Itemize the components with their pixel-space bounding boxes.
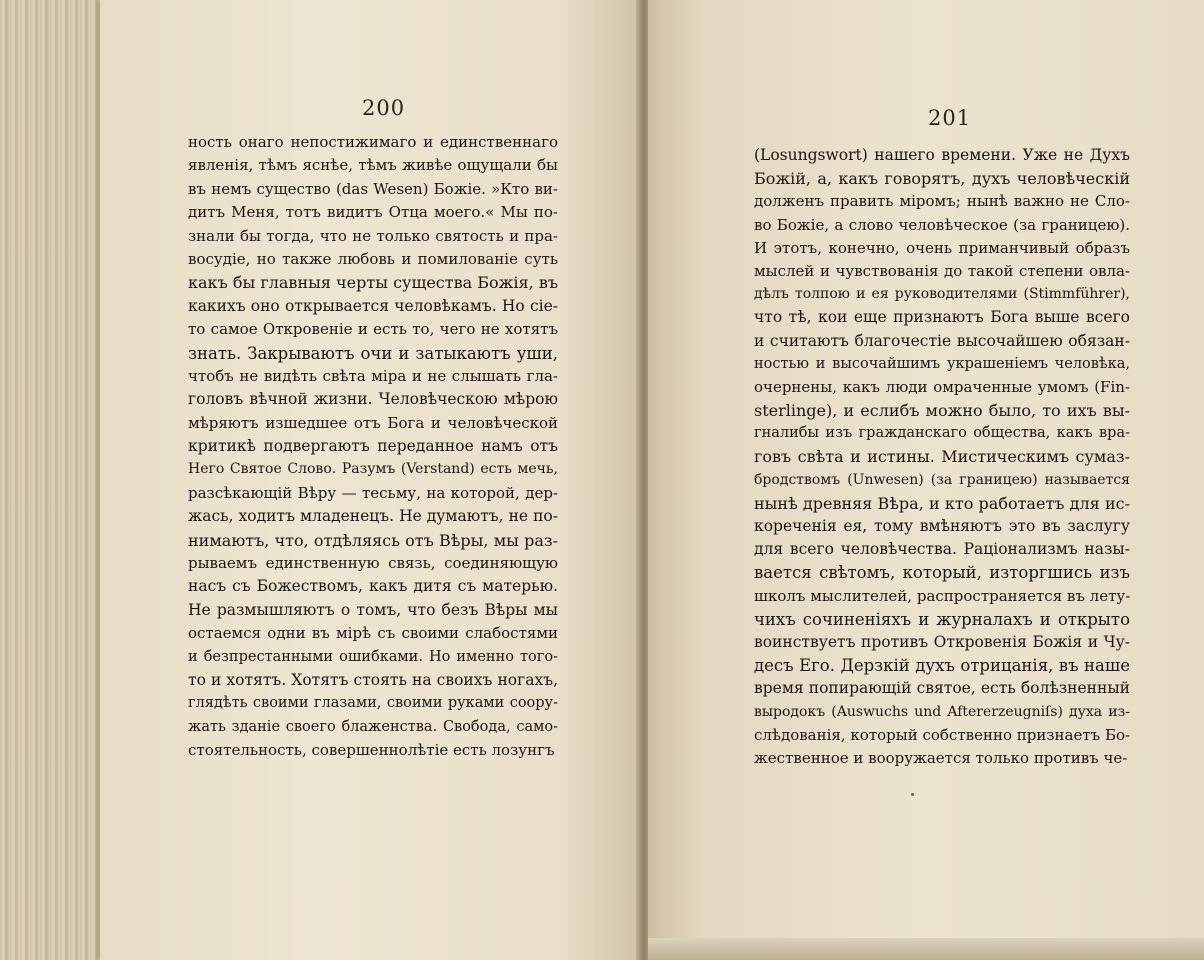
page-number-left: 200	[362, 96, 406, 120]
text-line: выродокъ (Auswuchs und Aftererzeugniſs) духа из-	[754, 703, 1130, 720]
text-line: нимаютъ, что, отдѣляясь отъ Вѣры, мы раз-	[188, 530, 558, 550]
text-line: (Losungswort) нашего времени. Уже не Духъ	[754, 146, 1130, 164]
text-line: нынѣ древняя Вѣра, и кто работаетъ для ис-	[754, 493, 1130, 513]
text-line: ностью и высочайшимъ украшеніемъ человѣка,	[754, 355, 1130, 372]
text-line: мыслей и чувствованія до такой степени овла-	[754, 261, 1130, 280]
text-line: вается свѣтомъ, который, изторгшись изъ	[754, 563, 1130, 583]
text-line: десъ Его. Дерзкій духъ отрицанія, въ наше	[754, 656, 1130, 676]
text-line: жась, ходитъ младенецъ. Не думаютъ, не по-	[188, 507, 558, 526]
text-line: критикѣ подвергаютъ переданное намъ отъ	[188, 437, 558, 456]
text-line: гналибы изъ гражданскаго общества, какъ вра-	[754, 425, 1130, 442]
text-line: въ немъ существо (das Wesen) Божіе. »Кто ви-	[188, 179, 558, 198]
text-line: разсѣкающій Вѣру — тесьму, на которой, дер-	[188, 483, 558, 502]
text-line: глядѣть своими глазами, своими руками соору-	[188, 695, 558, 712]
text-line: дѣлъ толпою и ея руководителями (Stimmführer),	[754, 286, 1130, 303]
text-line: долженъ править міромъ; нынѣ важно не Сло-	[754, 192, 1130, 211]
text-line: Божій, а, какъ говорятъ, духъ человѣческій	[754, 169, 1130, 189]
text-line: И этотъ, конечно, очень приманчивый образъ	[754, 238, 1130, 257]
right-page-text	[754, 144, 1130, 770]
text-line: жественное и вооружается только противъ че-	[754, 748, 1128, 767]
text-line: то и хотятъ. Хотятъ стоять на своихъ ногахъ,	[188, 670, 558, 689]
text-line: насъ съ Божествомъ, какъ дитя съ матерью.	[188, 577, 558, 596]
text-line: и безпрестанными ошибками. Но именно того-	[188, 648, 558, 665]
text-line: очернены, какъ люди омраченные умомъ (Fin-	[754, 377, 1130, 396]
text-line: головъ вѣчной жизни. Человѣческою мѣрою	[188, 390, 558, 409]
text-line: рываемъ единственную связь, соединяющую	[188, 554, 558, 573]
left-page	[100, 0, 640, 960]
ink-speck	[911, 793, 914, 796]
text-line: какихъ оно открывается человѣкамъ. Но сіе-	[188, 296, 558, 315]
page-number-right: 201	[928, 106, 972, 130]
text-line: знать. Закрываютъ очи и затыкаютъ уши,	[188, 343, 558, 363]
page-bottom-edge	[648, 938, 1204, 960]
text-line: кореченія ея, тому вмѣняютъ это въ заслугу	[754, 517, 1130, 535]
text-line: стоятельность, совершеннолѣтіе есть лозунгъ	[188, 741, 555, 760]
text-line: бродствомъ (Unwesen) (за границею) называется	[754, 471, 1130, 488]
text-line: Него Святое Слово. Разумъ (Verstand) есть мечь,	[188, 461, 558, 478]
text-line: остаемся одни въ мірѣ съ своими слабостями	[188, 624, 558, 643]
text-line: школъ мыслителей, распространяется въ лету-	[754, 586, 1131, 605]
text-line: чихъ сочиненіяхъ и журналахъ и открыто	[754, 609, 1130, 629]
text-line: то самое Откровеніе и есть то, чего не хотятъ	[188, 320, 558, 339]
text-line: мѣряютъ изшедшее отъ Бога и человѣческой	[188, 413, 558, 432]
text-line: ность онаго непостижимаго и единственнаго	[188, 133, 558, 151]
text-line: sterlinge), и еслибъ можно было, то ихъ вы-	[754, 401, 1130, 421]
text-line: во Божіе, а слово человѣческое (за границею).	[754, 215, 1130, 234]
text-line: для всего человѣчества. Раціонализмъ назы-	[754, 540, 1130, 559]
text-line: воинствуетъ противъ Откровенія Божія и Чу-	[754, 632, 1130, 651]
right-page	[648, 0, 1204, 960]
text-line: знали бы тогда, что не только святость и пра-	[188, 226, 558, 245]
text-line: и считаютъ благочестіе высочайшею обязан-	[754, 331, 1130, 350]
page-edges	[0, 0, 110, 960]
left-page-text	[188, 131, 558, 763]
text-line: восудіе, но также любовь и помилованіе суть	[188, 249, 558, 268]
text-line: что тѣ, кои еще признаютъ Бога выше всего	[754, 308, 1130, 327]
text-line: чтобъ не видѣть свѣта міра и не слышать гла-	[188, 366, 558, 385]
text-line: говъ свѣта и истины. Мистическимъ сумаз-	[754, 447, 1130, 467]
text-line: время попирающій святое, есть болѣзненный	[754, 679, 1130, 698]
text-line: дитъ Меня, тотъ видитъ Отца моего.« Мы по-	[188, 203, 558, 222]
text-line: какъ бы главныя черты существа Божія, въ	[188, 273, 558, 293]
text-line: слѣдованія, который собственно признаетъ Бо-	[754, 725, 1131, 744]
text-line: жать зданіе своего блаженства. Свобода, само-	[188, 718, 558, 735]
text-line: явленія, тѣмъ яснѣе, тѣмъ живѣе ощущали бы	[188, 156, 558, 175]
text-line: Не размышляютъ о томъ, что безъ Вѣры мы	[188, 600, 558, 619]
